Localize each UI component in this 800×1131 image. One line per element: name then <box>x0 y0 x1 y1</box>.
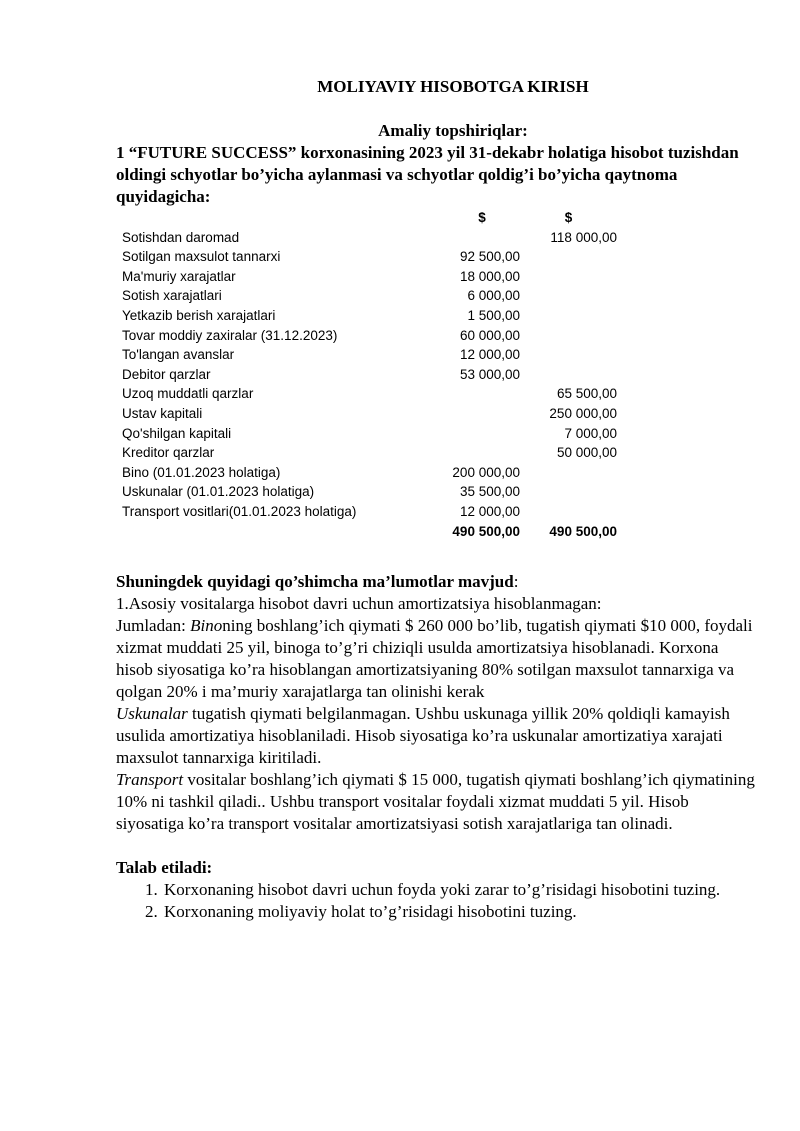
header-credit-currency: $ <box>564 210 573 225</box>
requirements-title: Talab etiladi: <box>116 858 213 877</box>
account-name-cell: Bino (01.01.2023 holatiga) <box>122 464 281 480</box>
credit-cell <box>520 247 617 267</box>
requirement-item-2: 2. Korxonaning moliyaviy holat to’g’risidagi hisobotini tuzing. <box>162 901 756 923</box>
table-row <box>116 326 617 346</box>
equipment-term: Uskunalar <box>116 704 188 723</box>
debit-cell <box>444 443 520 463</box>
totals-credit: 490 500,00 <box>549 523 617 539</box>
account-name-cell: Uzoq muddatli qarzlar <box>122 386 254 402</box>
credit-cell <box>520 345 617 365</box>
requirements-list <box>116 879 756 923</box>
account-name-cell: Kreditor qarzlar <box>122 445 215 461</box>
paragraph-building <box>116 615 756 703</box>
table-row <box>116 502 617 522</box>
account-name-cell: Ma'muriy xarajatlar <box>122 268 236 284</box>
debit-cell: 12 000,00 <box>459 347 520 363</box>
account-name-cell: Ustav kapitali <box>122 405 203 421</box>
account-name-cell: Sotilgan maxsulot tannarxi <box>122 249 281 265</box>
paragraph-depreciation-intro: 1.Asosiy vositalarga hisobot davri uchun amortizatsiya hisoblanmagan: <box>116 594 602 613</box>
building-prefix: Jumladan: <box>116 616 191 635</box>
credit-cell <box>520 482 617 502</box>
table-row <box>116 482 617 502</box>
transport-term: Transport <box>116 770 184 789</box>
credit-cell <box>520 306 617 326</box>
table-row <box>116 267 617 287</box>
credit-cell <box>520 502 617 522</box>
paragraph-transport <box>116 769 756 835</box>
credit-cell: 118 000,00 <box>550 229 617 245</box>
totals-debit: 490 500,00 <box>452 523 520 539</box>
credit-cell: 65 500,00 <box>556 386 617 402</box>
account-name-cell: Debitor qarzlar <box>122 366 211 382</box>
debit-cell: 12 000,00 <box>459 503 520 519</box>
debit-cell: 6 000,00 <box>467 288 520 304</box>
additional-heading-colon: : <box>513 572 519 591</box>
table-body <box>116 228 617 522</box>
transport-text: vositalar boshlang’ich qiymati $ 15 000, tugatish qiymati boshlang’ich qiymatining 10% ni tashkil qiladi.. Ushbu transport vositalar foydali xizmat muddati 5 yil. Hisob siyosatiga ko’ra transport vositalar amortizatsiyasi sotish xarajatlariga tan olinadi. <box>116 770 755 833</box>
table-row <box>116 247 617 267</box>
table-row <box>116 404 617 424</box>
account-name-cell: Sotishdan daromad <box>122 229 240 245</box>
credit-cell <box>520 326 617 346</box>
debit-cell: 53 000,00 <box>459 366 520 382</box>
task-intro: 1 “FUTURE SUCCESS” korxonasining 2023 yil 31-dekabr holatiga hisobot tuzishdan oldingi schyotlar bo’yicha aylanmasi va schyotlar qoldig’i bo’yicha qaytnoma quyidagicha: <box>116 143 739 206</box>
credit-cell <box>520 463 617 483</box>
additional-heading <box>116 571 756 593</box>
trial-balance-table <box>116 208 617 541</box>
table-row <box>116 365 617 385</box>
debit-cell <box>444 228 520 248</box>
debit-cell: 18 000,00 <box>459 268 520 284</box>
additional-heading-text: Shuningdek quyidagi qo’shimcha ma’lumotlar mavjud <box>116 572 514 591</box>
totals-label <box>116 522 444 542</box>
account-name-cell: Yetkazib berish xarajatlari <box>122 307 276 323</box>
account-name-cell: To'langan avanslar <box>122 347 235 363</box>
table-row <box>116 306 617 326</box>
credit-cell <box>520 365 617 385</box>
credit-cell <box>520 267 617 287</box>
table-row <box>116 286 617 306</box>
account-name-cell: Transport vositlari(01.01.2023 holatiga) <box>122 503 357 519</box>
table-row <box>116 345 617 365</box>
account-name-cell: Uskunalar (01.01.2023 holatiga) <box>122 484 315 500</box>
debit-cell <box>444 404 520 424</box>
requirement-item-1: 1. Korxonaning hisobot davri uchun foyda yoki zarar to’g’risidagi hisobotini tuzing. <box>162 879 756 901</box>
table-header-row <box>116 208 617 228</box>
credit-cell: 250 000,00 <box>549 405 617 421</box>
debit-cell: 35 500,00 <box>459 484 520 500</box>
debit-cell <box>444 384 520 404</box>
debit-cell <box>444 424 520 444</box>
account-name-cell: Sotish xarajatlari <box>122 288 222 304</box>
table-row <box>116 463 617 483</box>
totals-row <box>116 522 617 542</box>
account-name-cell: Tovar moddiy zaxiralar (31.12.2023) <box>122 327 338 343</box>
debit-cell: 1 500,00 <box>467 307 520 323</box>
building-term: Bino <box>190 616 223 635</box>
table-row <box>116 443 617 463</box>
credit-cell: 50 000,00 <box>556 445 617 461</box>
additional-info <box>116 571 756 923</box>
account-name-cell: Qo'shilgan kapitali <box>122 425 232 441</box>
credit-cell <box>520 286 617 306</box>
debit-cell: 200 000,00 <box>452 464 520 480</box>
equipment-text: tugatish qiymati belgilanmagan. Ushbu uskunaga yillik 20% qoldiqli kamayish usulida amortizatiya hisoblaniladi. Hisob siyosatiga ko’ra uskunalar amortizatiya xarajati maxsulot tannarxiga kiritiladi. <box>116 704 730 767</box>
header-account <box>116 208 444 228</box>
header-debit-currency: $ <box>478 210 486 225</box>
credit-cell: 7 000,00 <box>564 425 617 441</box>
document-subtitle: Amaliy topshiriqlar: <box>378 121 528 140</box>
debit-cell: 92 500,00 <box>459 249 520 265</box>
paragraph-equipment <box>116 703 756 769</box>
table-row <box>116 228 617 248</box>
table-row <box>116 424 617 444</box>
table-row <box>116 384 617 404</box>
debit-cell: 60 000,00 <box>459 327 520 343</box>
document-title: MOLIYAVIY HISOBOTGA KIRISH <box>317 77 589 96</box>
building-text: ning boshlang’ich qiymati $ 260 000 bo’lib, tugatish qiymati $10 000, foydali xizmat muddati 25 yil, binoga to’g’ri chiziqli usulda amortizatsiya hisoblanadi. Korxona hisob siyosatiga ko’ra hisoblangan amortizatsiyaning 80% sotilgan maxsulot tannarxiga va qolgan 20% i ma’muriy xarajatlarga tan olinishi kerak <box>116 616 753 701</box>
